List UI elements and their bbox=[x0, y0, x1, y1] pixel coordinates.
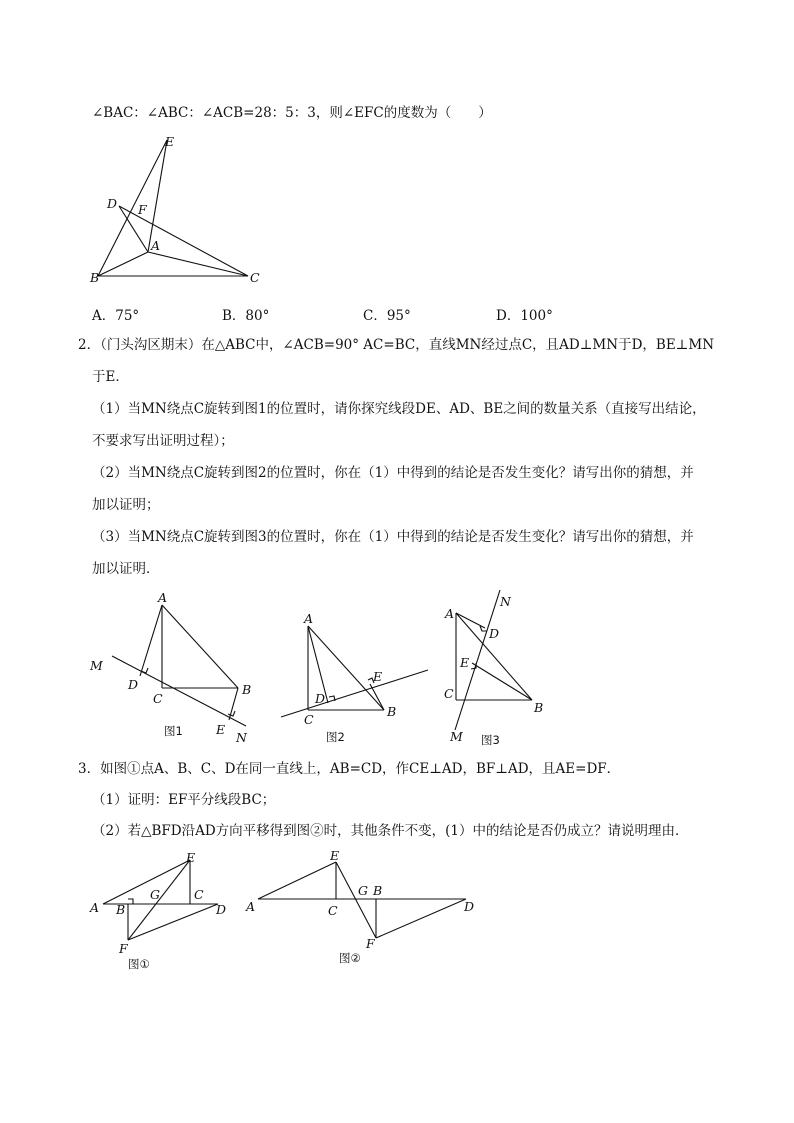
q2-line-1: 2．（门头沟区期末）在△ABC中，∠ACB=90° AC=BC，直线MN经过点C，且AD⊥MN于D，BE⊥MN bbox=[78, 337, 715, 353]
q2f2-label-C: C bbox=[304, 712, 314, 727]
q2-line-2: 于E． bbox=[92, 369, 129, 385]
q1-stem-tail: ∠BAC：∠ABC：∠ACB=28：5：3，则∠EFC的度数为（ ） bbox=[92, 105, 492, 121]
q3f1-label-D: D bbox=[216, 902, 227, 917]
q1-label-D: D bbox=[107, 196, 118, 211]
q3f2-label-D: D bbox=[464, 899, 475, 914]
q2-line-8: 加以证明． bbox=[92, 561, 160, 577]
q1-option-b[interactable]: B．80° bbox=[222, 308, 270, 324]
q2f1-label-A: A bbox=[158, 590, 168, 605]
q2f1-label-M: M bbox=[90, 658, 103, 673]
q3f1-label-A: A bbox=[90, 900, 100, 915]
q3-line-1: 3．如图①点A、B、C、D在同一直线上，AB=CD，作CE⊥AD，BF⊥AD，且AE=DF． bbox=[78, 761, 621, 777]
q2f2-label-E: E bbox=[373, 669, 383, 684]
q1-option-c[interactable]: C．95° bbox=[363, 308, 411, 324]
q2f1-caption: 图1 bbox=[164, 724, 183, 738]
q1-option-a[interactable]: A．75° bbox=[92, 308, 140, 324]
q1-label-E: E bbox=[165, 134, 175, 149]
q3f1-caption: 图① bbox=[128, 957, 150, 971]
q2-line-7: （3）当MN绕点C旋转到图3的位置时，你在（1）中得到的结论是否发生变化？请写出你的猜想，并 bbox=[92, 529, 694, 545]
q2f3-label-C: C bbox=[444, 686, 454, 701]
q2-line-3: （1）当MN绕点C旋转到图1的位置时，请你探究线段DE、AD、BE之间的数量关系（直接写出结论， bbox=[92, 401, 706, 417]
q2f3-label-B: B bbox=[534, 700, 544, 715]
q3f1-label-G: G bbox=[150, 887, 160, 902]
q2f3-label-A: A bbox=[445, 606, 455, 621]
q1-label-F: F bbox=[138, 202, 147, 217]
q3f2-label-G: G bbox=[358, 883, 368, 898]
q3-line-3: （2）若△BFD沿AD方向平移得到图②时，其他条件不变，(1）中的结论是否仍成立？请说明理由． bbox=[92, 823, 689, 839]
q2f3-label-M: M bbox=[450, 729, 463, 744]
q3f2-caption: 图② bbox=[339, 951, 361, 965]
q3f1-label-E: E bbox=[186, 850, 196, 865]
q3f2-label-F: F bbox=[366, 936, 375, 951]
q2f3-label-N: N bbox=[500, 594, 511, 609]
q1-label-B: B bbox=[90, 270, 100, 285]
q3f1-label-C: C bbox=[194, 887, 204, 902]
q1-option-d[interactable]: D．100° bbox=[496, 308, 553, 324]
q2f2-label-A: A bbox=[304, 611, 314, 626]
q2-line-4: 不要求写出证明过程）； bbox=[92, 433, 234, 449]
q3f2-label-E: E bbox=[330, 848, 340, 863]
q2f3-label-D: D bbox=[489, 626, 500, 641]
q3f1-label-F: F bbox=[119, 941, 128, 956]
q2f1-label-B: B bbox=[242, 682, 252, 697]
q2f3-caption: 图3 bbox=[481, 733, 500, 747]
q2f3-label-E: E bbox=[460, 655, 470, 670]
q2f2-caption: 图2 bbox=[326, 730, 345, 744]
q1-label-A: A bbox=[151, 238, 161, 253]
q2f1-label-E: E bbox=[216, 722, 226, 737]
q2-line-6: 加以证明； bbox=[92, 497, 160, 513]
q2-line-5: （2）当MN绕点C旋转到图2的位置时，你在（1）中得到的结论是否发生变化？请写出你的猜想，并 bbox=[92, 465, 694, 481]
q3f2-label-A: A bbox=[246, 899, 256, 914]
q3f2-label-B: B bbox=[373, 883, 383, 898]
q3-line-2: （1）证明：EF平分线段BC； bbox=[92, 792, 276, 808]
q2f2-label-B: B bbox=[387, 704, 397, 719]
q2f2-label-D: D bbox=[315, 691, 326, 706]
q2f1-label-C: C bbox=[153, 691, 163, 706]
q3f1-label-B: B bbox=[116, 902, 126, 917]
q2f1-label-D: D bbox=[128, 677, 139, 692]
q1-label-C: C bbox=[250, 270, 260, 285]
q2f1-label-N: N bbox=[236, 730, 247, 745]
q3f2-label-C: C bbox=[328, 903, 338, 918]
